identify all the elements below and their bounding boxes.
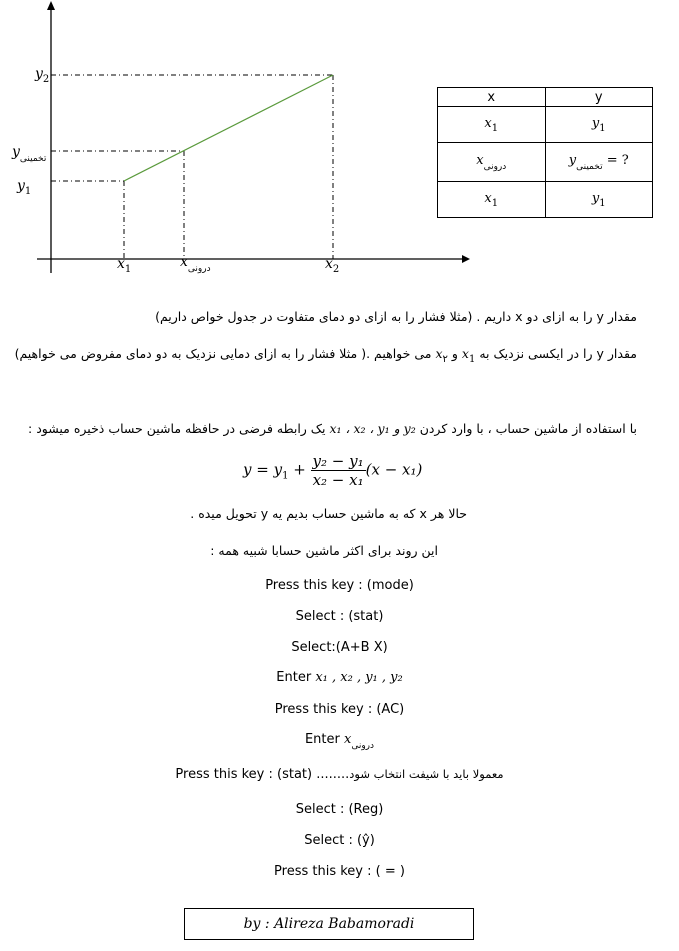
step-enter-values: Enter x₁ , x₂ , y₁ , y₂	[276, 670, 403, 685]
label-x-inner: $x_{درونی}$	[180, 254, 211, 274]
cell-y1: $y_1$	[545, 107, 653, 143]
paragraph-known-values: مقدار y را به ازای دو x داریم . (مثلا فشار را به ازای دو دمای متفاوت در جدول خواص داریم)	[155, 309, 637, 324]
header-x: x	[438, 88, 546, 107]
step-ac: Press this key : (AC)	[274, 702, 405, 717]
step-reg: Select : (Reg)	[295, 802, 384, 817]
label-y2: $y_2$	[35, 66, 50, 85]
cell-x1: $x_1$	[438, 107, 546, 143]
label-x1: $x_1$	[117, 256, 132, 275]
interpolation-formula: $y = y_1$ + $\frac{\text{y₂ − y₁}}{\text{x₂ − x₁}}$ (x − x₁)	[243, 452, 423, 489]
xy-table	[437, 87, 653, 218]
cell-y1-b: $y_1$	[545, 182, 653, 218]
cell-x1-b: $x_1$	[438, 182, 546, 218]
formula-fraction: $\frac{\text{y₂ − y₁}}{\text{x₂ − x₁}}$	[312, 452, 364, 489]
step-yhat: Select : (ŷ)	[304, 833, 375, 848]
header-y: y	[545, 88, 653, 107]
step-stat-shift: Press this key : (stat) ........معمولا باید با شیفت انتخاب شود	[175, 767, 504, 782]
table-row	[438, 182, 653, 218]
interpolation-line	[124, 75, 333, 181]
label-y1: $y_1$	[17, 178, 32, 197]
paragraph-procedure: این روند برای اکثر ماشین حسابا شبیه همه :	[210, 543, 438, 558]
y-axis-arrow	[47, 1, 55, 10]
step-abx: Select:(A+B X)	[291, 640, 388, 655]
table-row	[438, 143, 653, 182]
label-y-estimated: $y_{تخمینی}$	[12, 144, 47, 164]
cell-y-estimated: $y_{تخمینی}$ = ?	[545, 143, 653, 182]
step-equals: Press this key : ( = )	[274, 864, 405, 879]
paragraph-result: حالا هر x که به ماشین حساب بدیم یه y تحویل میده .	[190, 506, 467, 521]
step-mode: Press this key : (mode)	[265, 578, 414, 593]
paragraph-calculator: با استفاده از ماشین حساب ، با وارد کردن x₁ ، x₂ ، y₁ و y₂ یک رابطه فرضی در حافظه ماشین حساب ذخیره میشود :	[28, 421, 637, 436]
table-row	[438, 88, 653, 107]
label-x2: $x_2$	[325, 256, 340, 275]
step-enter-x: Enter $x_{درونی}$	[304, 732, 375, 751]
table-row	[438, 107, 653, 143]
paragraph-goal: مقدار y را در ایکسی نزدیک به $x_1$ و $x_۲$ می خواهیم .( مثلا فشار را به ازای دمایی نزدیک به دو دمای مفروض می خواهیم)	[14, 346, 637, 365]
step-stat: Select : (stat)	[295, 609, 384, 624]
interpolation-graph	[0, 0, 480, 290]
author-credit: by : Alireza Babamoradi	[184, 908, 474, 940]
cell-x-inner: $x_{درونی}$	[438, 143, 546, 182]
x-axis-arrow	[462, 255, 470, 263]
